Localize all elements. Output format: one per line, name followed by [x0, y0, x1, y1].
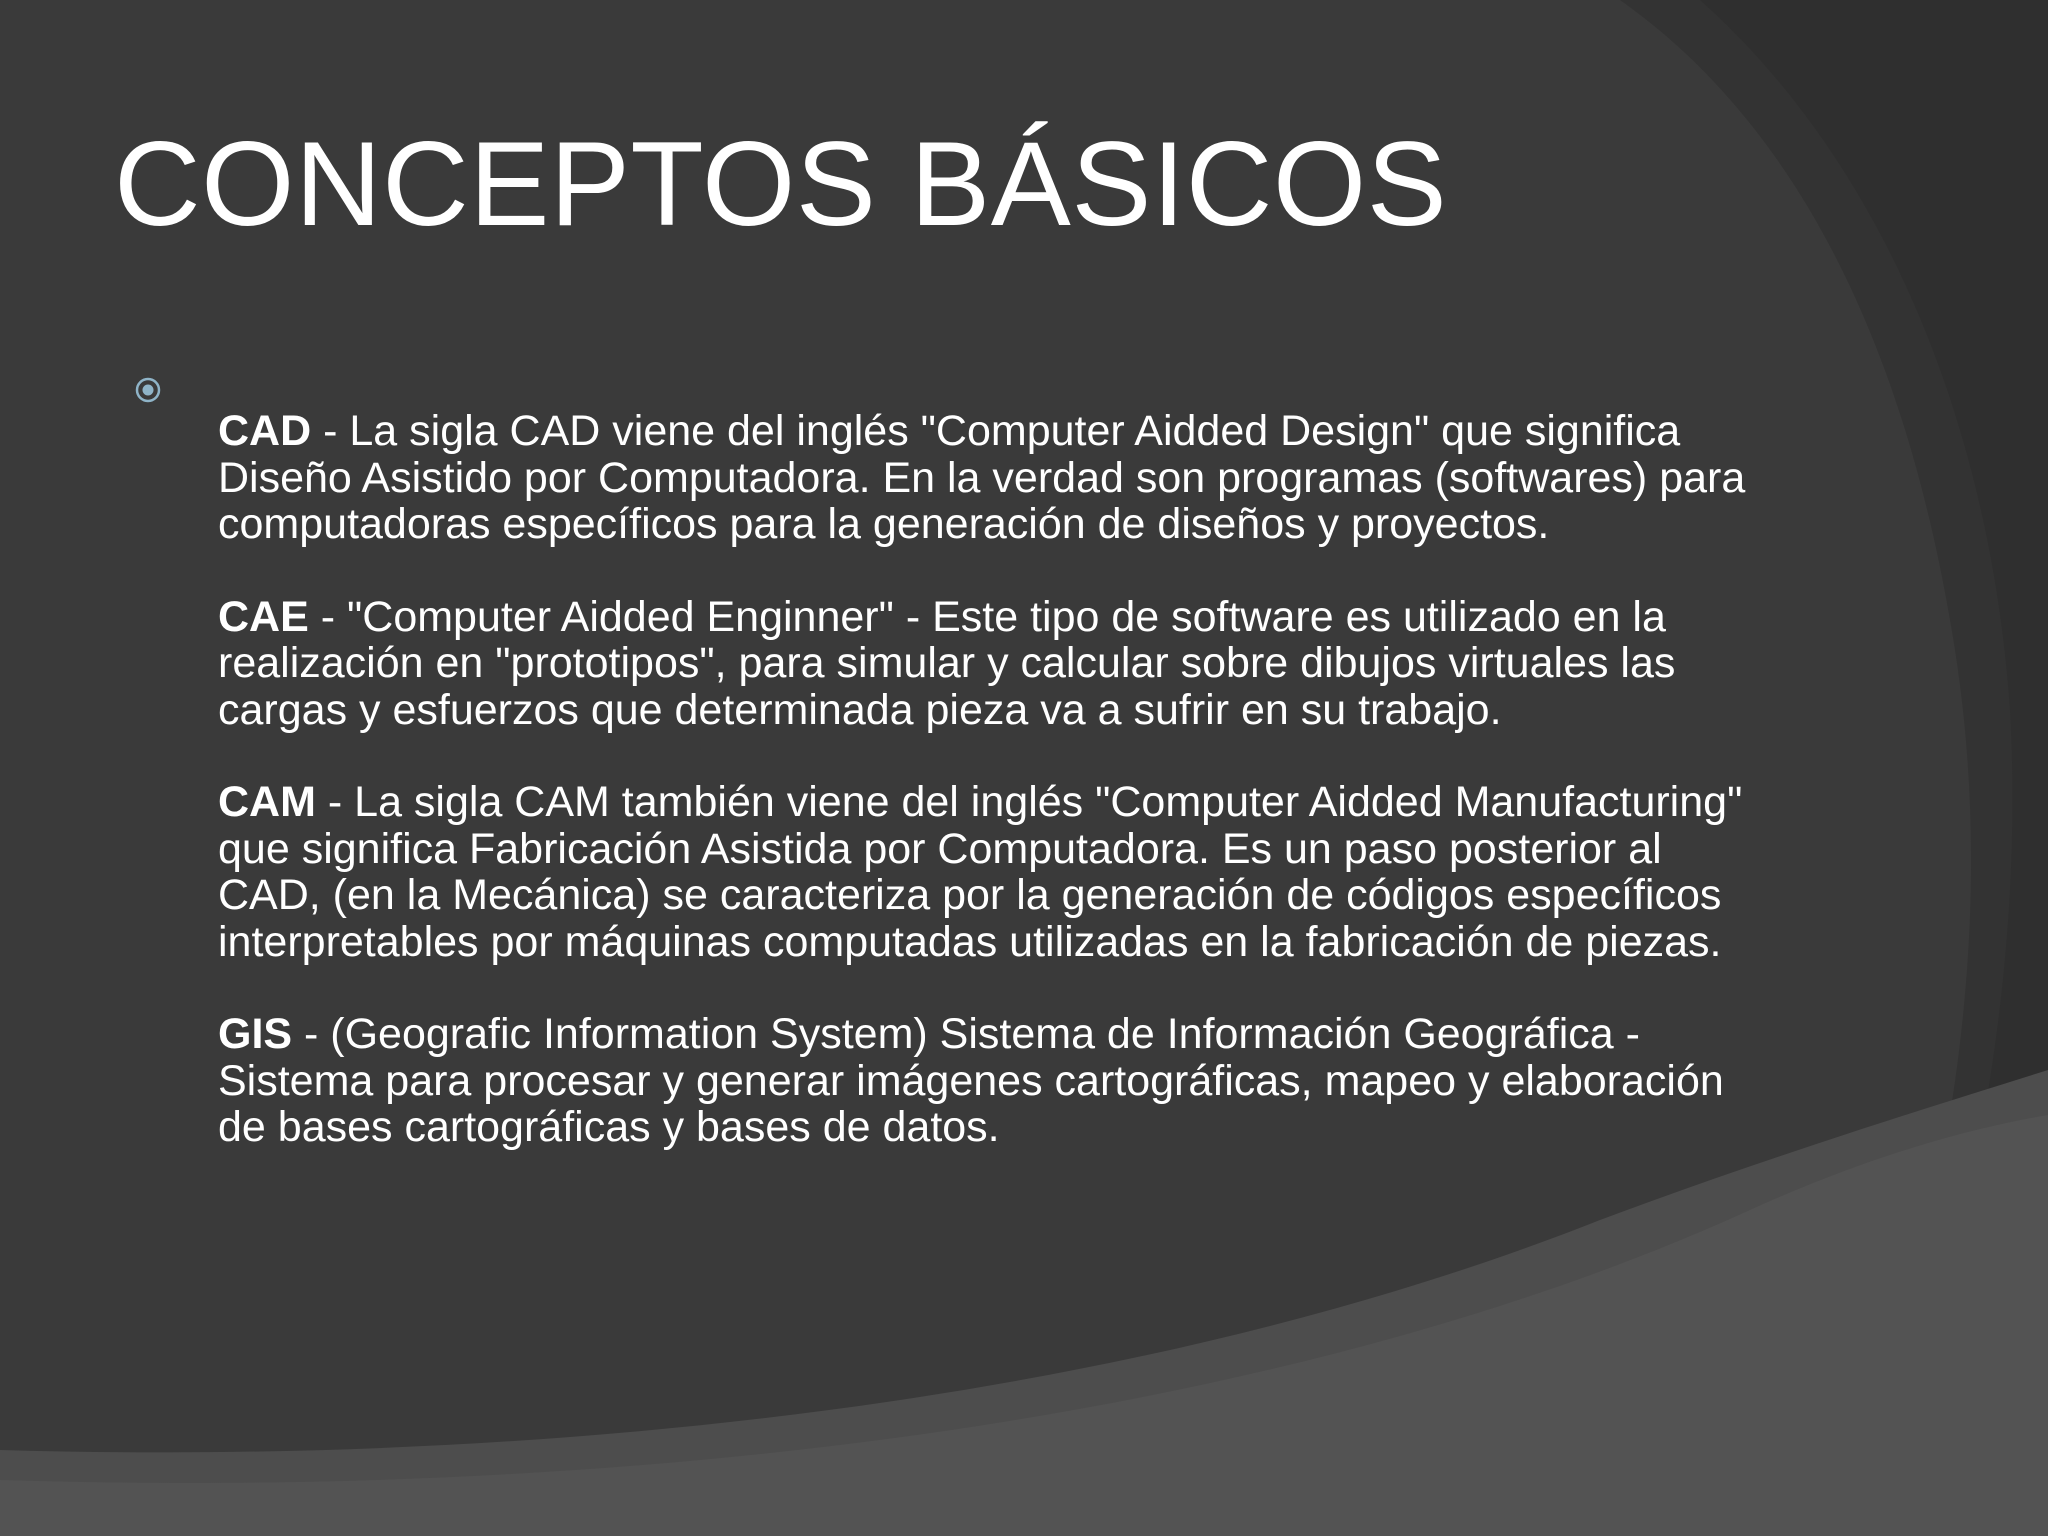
slide-title: CONCEPTOS BÁSICOS — [114, 117, 1448, 251]
concept-description: - "Computer Aidded Enginner" - Este tipo de software es utilizado en la realización en "prototipos", para simular y calcular sobre dibujos virtuales las cargas y esfuerzos que determinada pieza va a sufrir en su trabajo. — [218, 592, 1676, 734]
concept-list — [218, 408, 1763, 1197]
concept-term: CAE — [218, 592, 309, 641]
concept-cam — [218, 779, 1763, 965]
concept-term: GIS — [218, 1010, 293, 1058]
concept-cae — [218, 594, 1763, 734]
concept-cad — [218, 408, 1763, 548]
concept-gis — [218, 1011, 1763, 1151]
concept-description: - La sigla CAD viene del inglés "Computer Aidded Design" que significa Diseño Asistido por Computadora. En la verdad son programas (softwares) para computadoras específicos para la generación de diseños y proyectos. — [218, 407, 1746, 548]
radio-circle-icon — [134, 376, 162, 404]
concept-description: - La sigla CAM también viene del inglés "Computer Aidded Manufacturing" que significa Fabricación Asistida por Computadora. Es un paso posterior al CAD, (en la Mecánica) se caracteriza por la generación de códigos específicos interpretables por máquinas computadas utilizadas en la fabricación de piezas. — [218, 778, 1743, 966]
concept-term: CAD — [218, 407, 312, 455]
concept-description: - (Geografic Information System) Sistema de Información Geográfica - Sistema para procesar y generar imágenes cartográficas, mapeo y elaboración de bases cartográficas y bases de datos. — [218, 1010, 1724, 1151]
concept-term: CAM — [218, 778, 316, 826]
